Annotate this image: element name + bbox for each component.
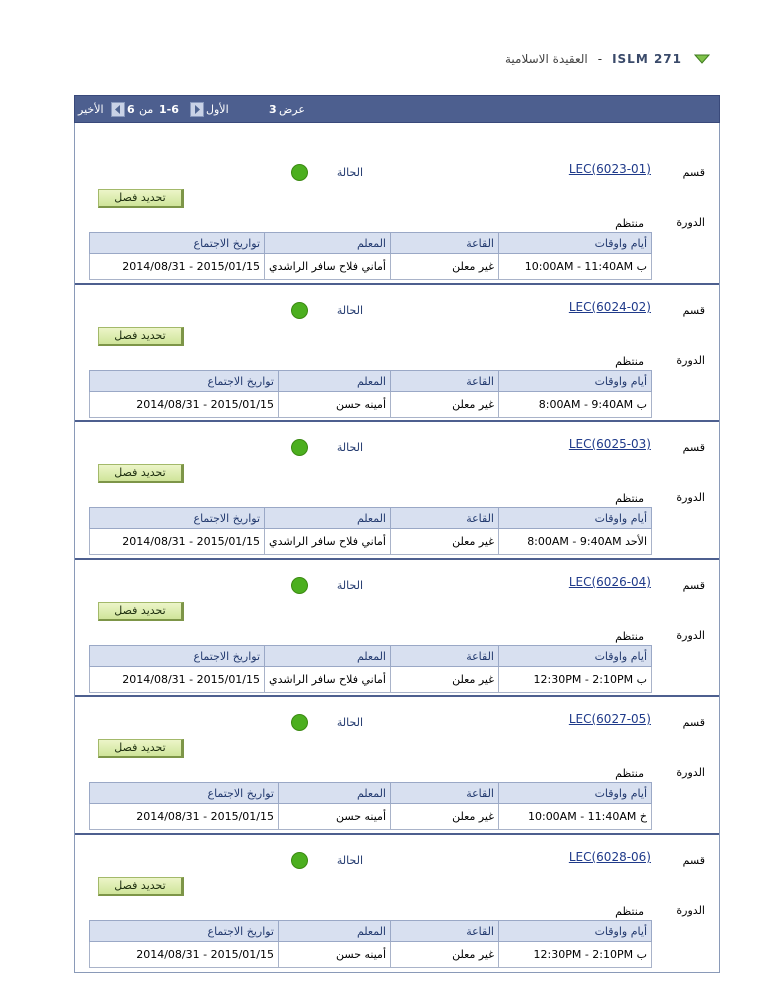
room-cell: غير معلن	[391, 254, 499, 280]
meeting-dates-cell: 2014/08/31 - 2015/01/15	[90, 667, 265, 693]
instructor-cell: أمينه حسن	[279, 392, 391, 418]
meeting-dates-cell: 2014/08/31 - 2015/01/15	[90, 392, 279, 418]
course-code: ISLM 271	[612, 52, 682, 66]
status-label: الحالة	[336, 716, 363, 729]
next-arrow-icon[interactable]	[111, 102, 125, 117]
days-times-cell	[499, 254, 652, 280]
meeting-row	[90, 942, 652, 968]
nav-range: 1-6	[159, 103, 179, 116]
days-times-cell	[499, 529, 652, 555]
section-label: قسم	[682, 441, 705, 454]
status-open-icon	[291, 714, 308, 731]
room-header: القاعة	[391, 371, 499, 392]
meeting-dates-header: تواريخ الاجتماع	[90, 783, 279, 804]
room-header: القاعة	[391, 508, 499, 529]
meeting-dates-header: تواريخ الاجتماع	[90, 371, 279, 392]
section-link[interactable]: LEC(6023-01)	[568, 162, 651, 176]
meeting-dates-header: تواريخ الاجتماع	[90, 646, 265, 667]
meeting-time: 10:00AM - 11:40AM	[527, 810, 637, 823]
days-times-header: أيام واوقات	[499, 508, 652, 529]
pagination-bar	[74, 95, 720, 123]
status-open-icon	[291, 439, 308, 456]
meeting-day: ب	[636, 260, 647, 273]
instructor-header: المعلم	[279, 921, 391, 942]
instructor-cell: أماني فلاح سافر الراشدي	[265, 254, 391, 280]
meeting-dates-cell: 2014/08/31 - 2015/01/15	[90, 804, 279, 830]
meeting-table	[89, 645, 652, 693]
instructor-header: المعلم	[265, 233, 391, 254]
class-section	[75, 835, 719, 973]
meeting-table	[89, 782, 652, 830]
session-label: الدورة	[676, 629, 705, 642]
meeting-table-header	[90, 371, 652, 392]
meeting-dates-cell: 2014/08/31 - 2015/01/15	[90, 254, 265, 280]
select-class-button[interactable]: تحديد فصل	[98, 739, 184, 758]
days-times-cell	[499, 804, 652, 830]
meeting-day: خ	[639, 810, 647, 823]
previous-arrow-icon[interactable]	[190, 102, 204, 117]
status-open-icon	[291, 302, 308, 319]
session-value: منتظم	[615, 217, 644, 230]
section-link[interactable]: LEC(6027-05)	[568, 712, 651, 726]
days-times-header: أيام واوقات	[499, 921, 652, 942]
meeting-row	[90, 392, 652, 418]
instructor-cell: أمينه حسن	[279, 804, 391, 830]
session-label: الدورة	[676, 491, 705, 504]
meeting-row	[90, 667, 652, 693]
meeting-day: الأحد	[625, 535, 647, 548]
class-section	[75, 560, 719, 697]
session-label: الدورة	[676, 354, 705, 367]
days-times-header: أيام واوقات	[499, 783, 652, 804]
section-label: قسم	[682, 716, 705, 729]
course-title	[505, 52, 708, 66]
meeting-dates-header: تواريخ الاجتماع	[90, 508, 265, 529]
meeting-time: 12:30PM - 2:10PM	[533, 673, 634, 686]
room-cell: غير معلن	[391, 942, 499, 968]
status-open-icon	[291, 577, 308, 594]
session-value: منتظم	[615, 355, 644, 368]
meeting-table	[89, 232, 652, 280]
class-section	[75, 285, 719, 422]
meeting-table-header	[90, 508, 652, 529]
instructor-cell: أماني فلاح سافر الراشدي	[265, 667, 391, 693]
section-link[interactable]: LEC(6024-02)	[568, 300, 651, 314]
status-open-icon	[291, 852, 308, 869]
meeting-table-header	[90, 233, 652, 254]
section-link[interactable]: LEC(6026-04)	[568, 575, 651, 589]
nav-show-label: عرض	[279, 103, 305, 116]
meeting-table-header	[90, 646, 652, 667]
room-cell: غير معلن	[391, 529, 499, 555]
class-section	[75, 123, 719, 285]
nav-of-label: من	[139, 103, 154, 116]
instructor-header: المعلم	[265, 646, 391, 667]
status-label: الحالة	[336, 441, 363, 454]
meeting-time: 8:00AM - 9:40AM	[538, 398, 634, 411]
session-value: منتظم	[615, 630, 644, 643]
course-name: العقيدة الاسلامية	[504, 52, 588, 66]
select-class-button[interactable]: تحديد فصل	[98, 464, 184, 483]
section-label: قسم	[682, 166, 705, 179]
days-times-cell	[499, 667, 652, 693]
room-header: القاعة	[391, 646, 499, 667]
meeting-table	[89, 507, 652, 555]
status-open-icon	[291, 164, 308, 181]
section-link[interactable]: LEC(6028-06)	[568, 850, 651, 864]
meeting-table	[89, 920, 652, 968]
meeting-row	[90, 254, 652, 280]
room-header: القاعة	[391, 783, 499, 804]
room-cell: غير معلن	[391, 667, 499, 693]
session-label: الدورة	[676, 904, 705, 917]
select-class-button[interactable]: تحديد فصل	[98, 602, 184, 621]
days-times-header: أيام واوقات	[499, 233, 652, 254]
instructor-cell: أماني فلاح سافر الراشدي	[265, 529, 391, 555]
collapse-triangle-icon[interactable]	[694, 54, 710, 64]
section-label: قسم	[682, 579, 705, 592]
class-section	[75, 697, 719, 835]
session-label: الدورة	[676, 216, 705, 229]
status-label: الحالة	[336, 166, 363, 179]
nav-first-link[interactable]: الأول	[206, 103, 229, 116]
status-label: الحالة	[336, 579, 363, 592]
section-label: قسم	[682, 854, 705, 867]
room-cell: غير معلن	[391, 392, 499, 418]
session-value: منتظم	[615, 905, 644, 918]
days-times-cell	[499, 942, 652, 968]
select-class-button[interactable]: تحديد فصل	[98, 327, 184, 346]
nav-total: 6	[127, 103, 135, 116]
session-label: الدورة	[676, 766, 705, 779]
room-header: القاعة	[391, 233, 499, 254]
course-separator: -	[597, 52, 603, 66]
meeting-dates-cell: 2014/08/31 - 2015/01/15	[90, 529, 265, 555]
class-section	[75, 422, 719, 560]
status-label: الحالة	[336, 854, 363, 867]
meeting-table-header	[90, 783, 652, 804]
room-header: القاعة	[391, 921, 499, 942]
session-value: منتظم	[615, 492, 644, 505]
meeting-table-header	[90, 921, 652, 942]
meeting-day: ب	[636, 948, 647, 961]
room-cell: غير معلن	[391, 804, 499, 830]
days-times-cell	[499, 392, 652, 418]
nav-show-count[interactable]: 3	[269, 103, 277, 116]
meeting-dates-header: تواريخ الاجتماع	[90, 921, 279, 942]
instructor-header: المعلم	[279, 371, 391, 392]
meeting-table	[89, 370, 652, 418]
select-class-button[interactable]: تحديد فصل	[98, 189, 184, 208]
days-times-header: أيام واوقات	[499, 646, 652, 667]
meeting-dates-header: تواريخ الاجتماع	[90, 233, 265, 254]
section-link[interactable]: LEC(6025-03)	[568, 437, 651, 451]
meeting-time: 10:00AM - 11:40AM	[524, 260, 634, 273]
instructor-header: المعلم	[265, 508, 391, 529]
session-value: منتظم	[615, 767, 644, 780]
status-label: الحالة	[336, 304, 363, 317]
section-label: قسم	[682, 304, 705, 317]
meeting-row	[90, 529, 652, 555]
meeting-day: ب	[636, 398, 647, 411]
meeting-dates-cell: 2014/08/31 - 2015/01/15	[90, 942, 279, 968]
meeting-time: 12:30PM - 2:10PM	[533, 948, 634, 961]
days-times-header: أيام واوقات	[499, 371, 652, 392]
meeting-day: ب	[636, 673, 647, 686]
meeting-time: 8:00AM - 9:40AM	[527, 535, 622, 548]
instructor-cell: أمينه حسن	[279, 942, 391, 968]
nav-last-link[interactable]: الأخير	[78, 103, 104, 116]
instructor-header: المعلم	[279, 783, 391, 804]
meeting-row	[90, 804, 652, 830]
select-class-button[interactable]: تحديد فصل	[98, 877, 184, 896]
